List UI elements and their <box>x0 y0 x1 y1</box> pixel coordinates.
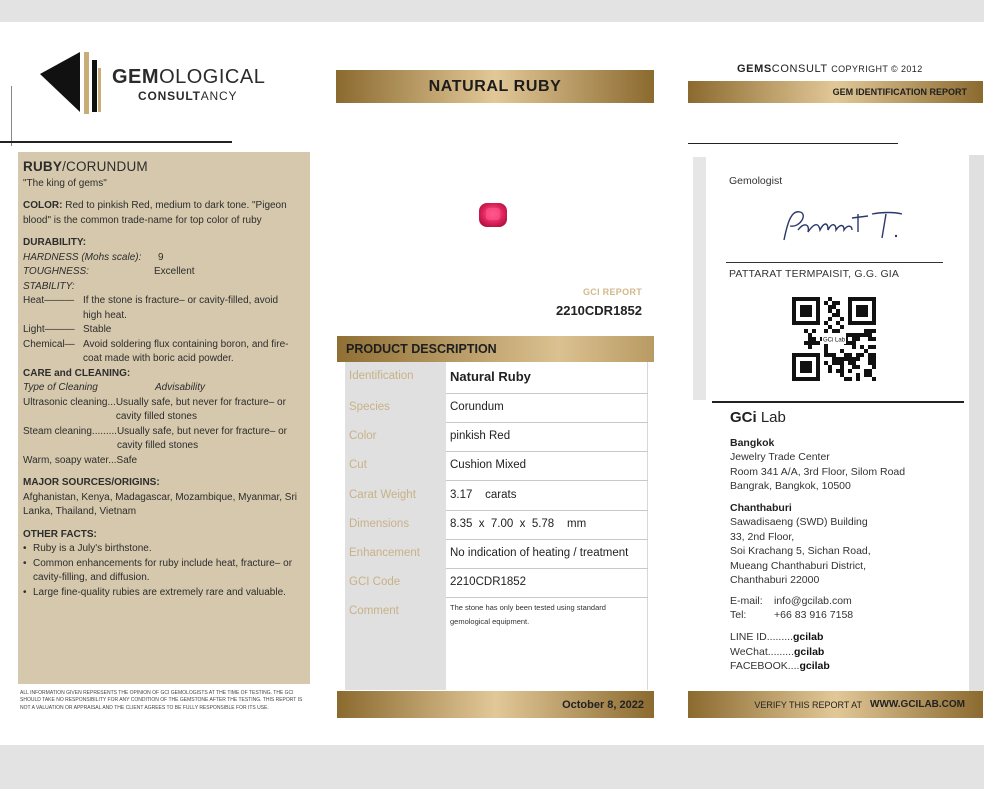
color-info: COLOR: Red to pinkish Red, medium to dark tone. "Pigeon blood" is the common trade-name for top color of ruby <box>23 200 287 226</box>
report-date: October 8, 2022 <box>337 691 654 718</box>
logo-brand: GEMOLOGICAL <box>112 66 266 88</box>
report-label: GCI REPORT <box>582 287 642 297</box>
sources-heading: MAJOR SOURCES/ORIGINS: <box>23 477 160 489</box>
gem-info-panel <box>18 152 310 684</box>
disclaimer-text: ALL INFORMATION GIVEN REPRESENTS THE OPINION OF GCI GEMOLOGISTS AT THE TIME OF TESTING. THE GCI SHOULD TAKE NO RESPONSIBILITY FOR ANY CONDITION OF THE GEMSTONE AFTER THE TESTING. THIS REPORT IS NOT A VALUATION OR APPRAISAL AND THE CLIENT AGREES TO BE FULLY RESPONSIBLE FOR ITS USE. <box>20 690 303 711</box>
social-info: LINE ID.........gcilab WeChat.........gcilab FACEBOOK....gcilab <box>730 631 830 673</box>
divider <box>11 86 12 146</box>
ultrasonic-row: Ultrasonic cleaning... Usually safe, but never for fracture– or cavity filled stones <box>23 396 286 423</box>
list-item: • Large fine-quality rubies are extremely rare and valuable. <box>23 586 305 601</box>
facts-heading: OTHER FACTS: <box>23 528 97 540</box>
company-name: GEMSCONSULT COPYRIGHT © 2012 <box>737 63 923 75</box>
report-number: 2210CDR1852 <box>555 303 642 318</box>
side-strip <box>693 157 706 400</box>
qr-label: GCi Lab <box>822 337 846 344</box>
gci-logo-icon <box>40 52 106 118</box>
divider <box>0 141 232 143</box>
gemologist-name: PATTARAT TERMPAISIT, G.G. GIA <box>729 268 900 280</box>
facts-list <box>23 542 305 600</box>
hardness-row: HARDNESS (Mohs scale): 9 <box>23 251 164 263</box>
steam-row: Steam cleaning......... Usually safe, but never for fracture– or cavity filled stones <box>23 425 288 452</box>
light-row: Light——— Stable <box>23 324 112 336</box>
signature-line <box>726 262 943 263</box>
toughness-row: TOUGHNESS: Excellent <box>23 266 195 278</box>
gem-title: RUBY/CORUNDUM <box>23 159 148 174</box>
chanthaburi-address: Chanthaburi Sawadisaeng (SWD) Building 33, 2nd Floor, Soi Krachang 5, Sichan Road, Mueang Chanthaburi District, Chanthaburi 22000 <box>730 502 871 587</box>
chemical-row: Chemical— Avoid soldering flux containing boron, and fire-coat made with boric acid powder. <box>23 338 289 365</box>
heat-row: Heat——— If the stone is fracture– or cavity-filled, avoid high heat. <box>23 295 279 321</box>
divider <box>688 143 898 144</box>
email-link[interactable]: info@gcilab.com <box>774 595 852 607</box>
divider <box>712 401 964 403</box>
gem-tagline: "The king of gems" <box>23 177 107 189</box>
product-description-heading: PRODUCT DESCRIPTION <box>337 336 654 362</box>
logo-subtitle: CONSULTANCY <box>138 89 238 103</box>
care-heading: CARE and CLEANING: <box>23 367 131 379</box>
sources-text: Afghanistan, Kenya, Madagascar, Mozambique, Myanmar, Sri Lanka, Thailand, Vietnam <box>23 491 298 518</box>
report-type-banner: GEM IDENTIFICATION REPORT <box>688 81 983 103</box>
phone-number: +66 83 916 7158 <box>774 609 854 622</box>
verify-link[interactable]: WWW.GCILAB.COM <box>870 699 965 710</box>
list-item: • Common enhancements for ruby include heat, fracture– or cavity-filling, and diffusion. <box>23 557 305 586</box>
verify-banner: VERIFY THIS REPORT AT WWW.GCILAB.COM <box>688 691 983 718</box>
side-strip <box>969 155 984 691</box>
list-item: • Ruby is a July's birthstone. <box>23 542 305 557</box>
stability-label: STABILITY: <box>23 280 75 292</box>
gemologist-signature <box>778 200 908 250</box>
bangkok-address: Bangkok Jewelry Trade Center Room 341 A/A, 3rd Floor, Silom Road Bangrak, Bangkok, 10500 <box>730 437 906 493</box>
lab-name: GCi Lab <box>730 409 786 426</box>
care-columns: Type of Cleaning Advisability <box>23 382 206 394</box>
ruby-gem-image <box>478 202 508 228</box>
contact-info: E-mail: info@gcilab.com Tel: +66 83 916 7158 <box>730 595 854 622</box>
gemologist-label: Gemologist <box>729 175 783 187</box>
product-table: Identification Natural Ruby Species Corundum Color pinkish Red Cut Cushion Mixed Carat Weight 3.17 carats Dimensions 8.35 x 7.00 x 5.78 mm Enhancement No indication of heating / treatment GCI Code 2210CDR1852 Comment The stone has only been tested using standard gemological equipment. <box>345 362 648 690</box>
soapy-row: Warm, soapy water... Safe <box>23 454 138 466</box>
qr-code-icon[interactable] <box>792 297 876 381</box>
durability-heading: DURABILITY: <box>23 237 87 249</box>
report-title-banner: NATURAL RUBY <box>336 70 654 103</box>
